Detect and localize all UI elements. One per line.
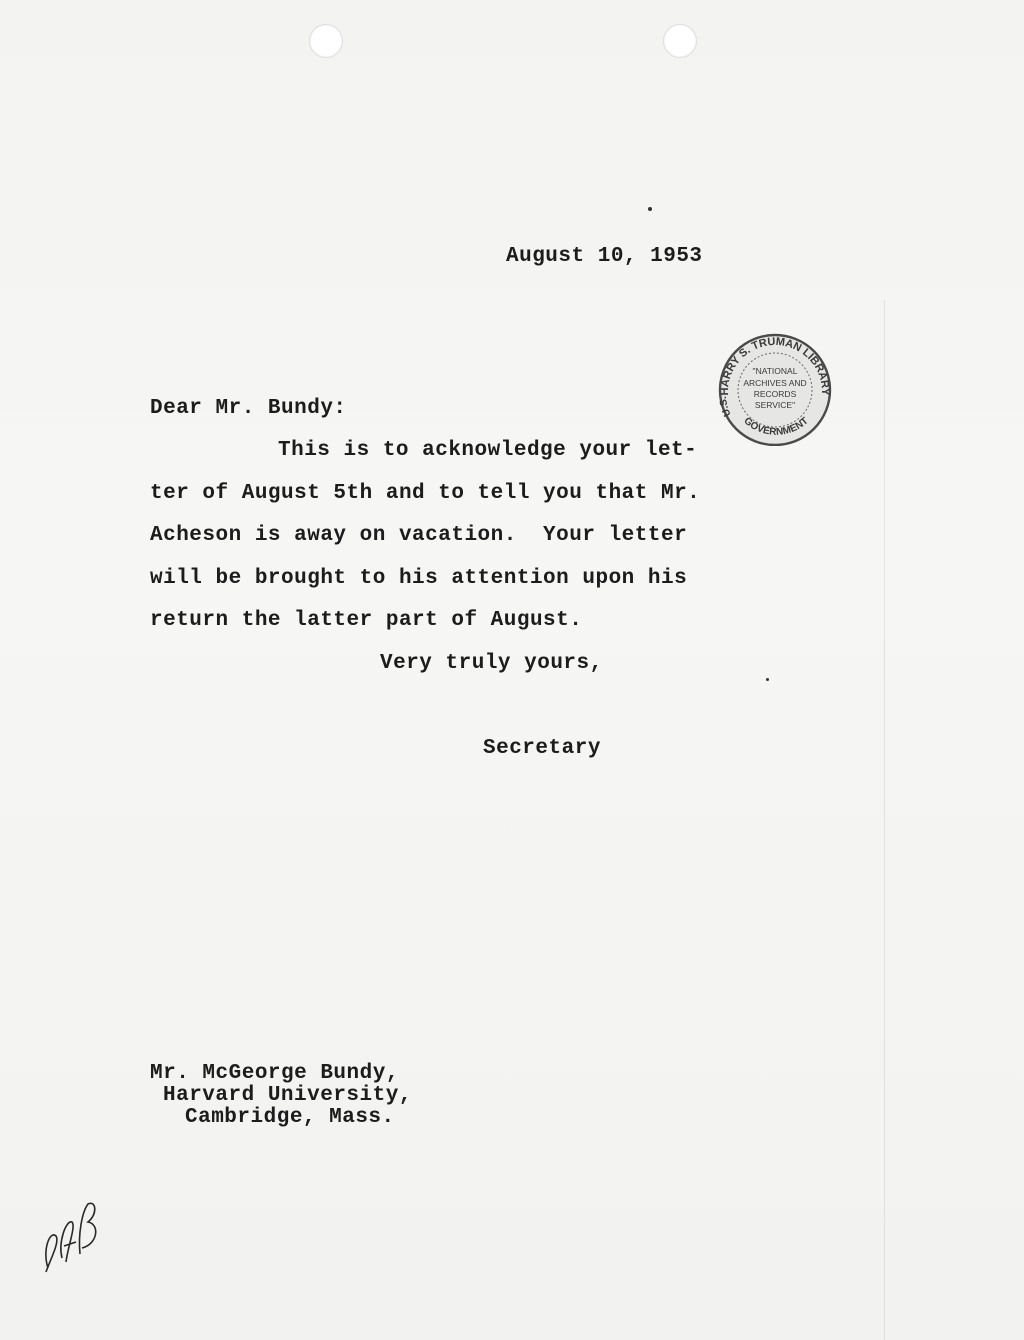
stamp-outer-top: HARRY S. TRUMAN LIBRARY [718,335,832,396]
punch-hole-right [663,24,697,58]
punch-hole-left [309,24,343,58]
body-line: This is to acknowledge your let- [278,439,698,462]
stamp-inner-line: RECORDS [753,389,797,399]
archive-stamp-seal [712,332,838,446]
stamp-outer-left: U.S. [717,395,734,418]
closing: Very truly yours, [380,652,603,675]
salutation: Dear Mr. Bundy: [150,397,347,420]
handwritten-initials [36,1190,106,1280]
archive-stamp [712,332,838,446]
handwritten-initials-glyph [36,1190,106,1280]
recipient-institution: Harvard University, [163,1084,412,1107]
signature-title: Secretary [483,737,601,760]
stamp-inner-line: ARCHIVES AND [743,378,807,388]
letter-date: August 10, 1953 [506,245,703,268]
body-line: return the latter part of August. [150,609,583,632]
stamp-outer-bottom: GOVERNMENT [741,415,811,438]
body-line: will be brought to his attention upon his [150,567,688,590]
fold-line [884,300,885,1340]
recipient-city: Cambridge, Mass. [185,1106,395,1129]
recipient-name: Mr. McGeorge Bundy, [150,1062,399,1085]
body-line: ter of August 5th and to tell you that Mr. [150,482,701,505]
body-line: Acheson is away on vacation. Your letter [150,524,688,547]
ink-speck [648,207,652,211]
stamp-inner-line: SERVICE" [754,400,796,410]
stamp-inner-line: "NATIONAL [752,366,798,376]
ink-speck [766,678,769,681]
